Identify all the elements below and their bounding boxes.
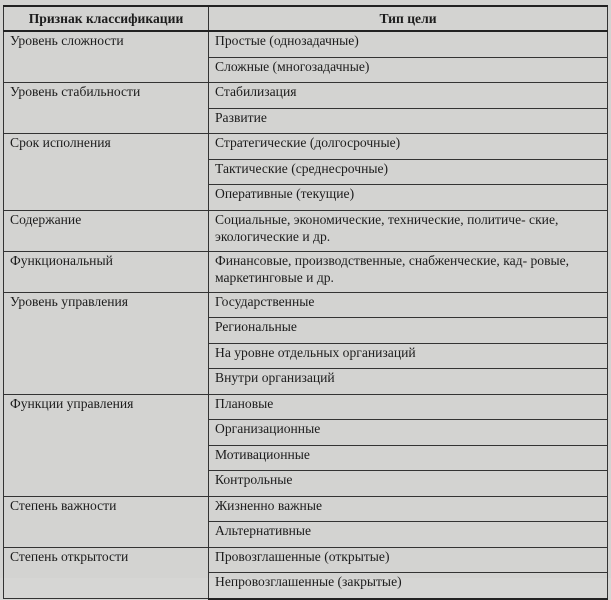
table-row: [4, 210, 608, 251]
table-row: [4, 31, 608, 57]
table-header-row: [4, 6, 608, 31]
goal-type-cell: Развитие: [209, 108, 608, 134]
goal-type-cell: Финансовые, производственные, снабженческие, кад- ровые, маркетинговые и др.: [209, 251, 608, 292]
table-row: [4, 547, 608, 573]
goal-type-cell: Сложные (многозадачные): [209, 57, 608, 83]
category-cell: Функциональный: [4, 251, 209, 292]
goal-type-cell: На уровне отдельных организаций: [209, 343, 608, 369]
table-row: [4, 496, 608, 522]
goal-type-cell: Жизненно важные: [209, 496, 608, 522]
header-goal-type: Тип цели: [209, 6, 608, 31]
table-row: [4, 292, 608, 318]
category-cell: Срок исполнения: [4, 134, 209, 211]
table-body: [4, 31, 608, 599]
classification-table: [3, 5, 608, 600]
goal-type-cell: Мотивационные: [209, 445, 608, 471]
goal-type-cell: Плановые: [209, 394, 608, 420]
category-cell: Уровень сложности: [4, 31, 209, 83]
goal-type-cell: Простые (однозадачные): [209, 31, 608, 57]
goal-type-cell: Альтернативные: [209, 522, 608, 548]
goal-type-cell: Стабилизация: [209, 83, 608, 109]
table-row: [4, 134, 608, 160]
header-classification: Признак классификации: [4, 6, 209, 31]
goal-type-cell: Контрольные: [209, 471, 608, 497]
category-cell: Содержание: [4, 210, 209, 251]
goal-type-cell: Внутри организаций: [209, 369, 608, 395]
goal-type-cell: Государственные: [209, 292, 608, 318]
table-row: [4, 394, 608, 420]
table-row: [4, 251, 608, 292]
category-cell: Степень открытости: [4, 547, 209, 599]
goal-type-cell: Организационные: [209, 420, 608, 446]
goal-type-cell: Социальные, экономические, технические, политиче- ские, экологические и др.: [209, 210, 608, 251]
table-row: [4, 83, 608, 109]
goal-type-cell: Стратегические (долгосрочные): [209, 134, 608, 160]
category-cell: Уровень управления: [4, 292, 209, 394]
goal-type-cell: Региональные: [209, 318, 608, 344]
goal-type-cell: Тактические (среднесрочные): [209, 159, 608, 185]
category-cell: Уровень стабильности: [4, 83, 209, 134]
category-cell: Функции управления: [4, 394, 209, 496]
goal-type-cell: Непровозглашенные (закрытые): [209, 573, 608, 599]
goal-type-cell: Оперативные (текущие): [209, 185, 608, 211]
goal-type-cell: Провозглашенные (открытые): [209, 547, 608, 573]
category-cell: Степень важности: [4, 496, 209, 547]
